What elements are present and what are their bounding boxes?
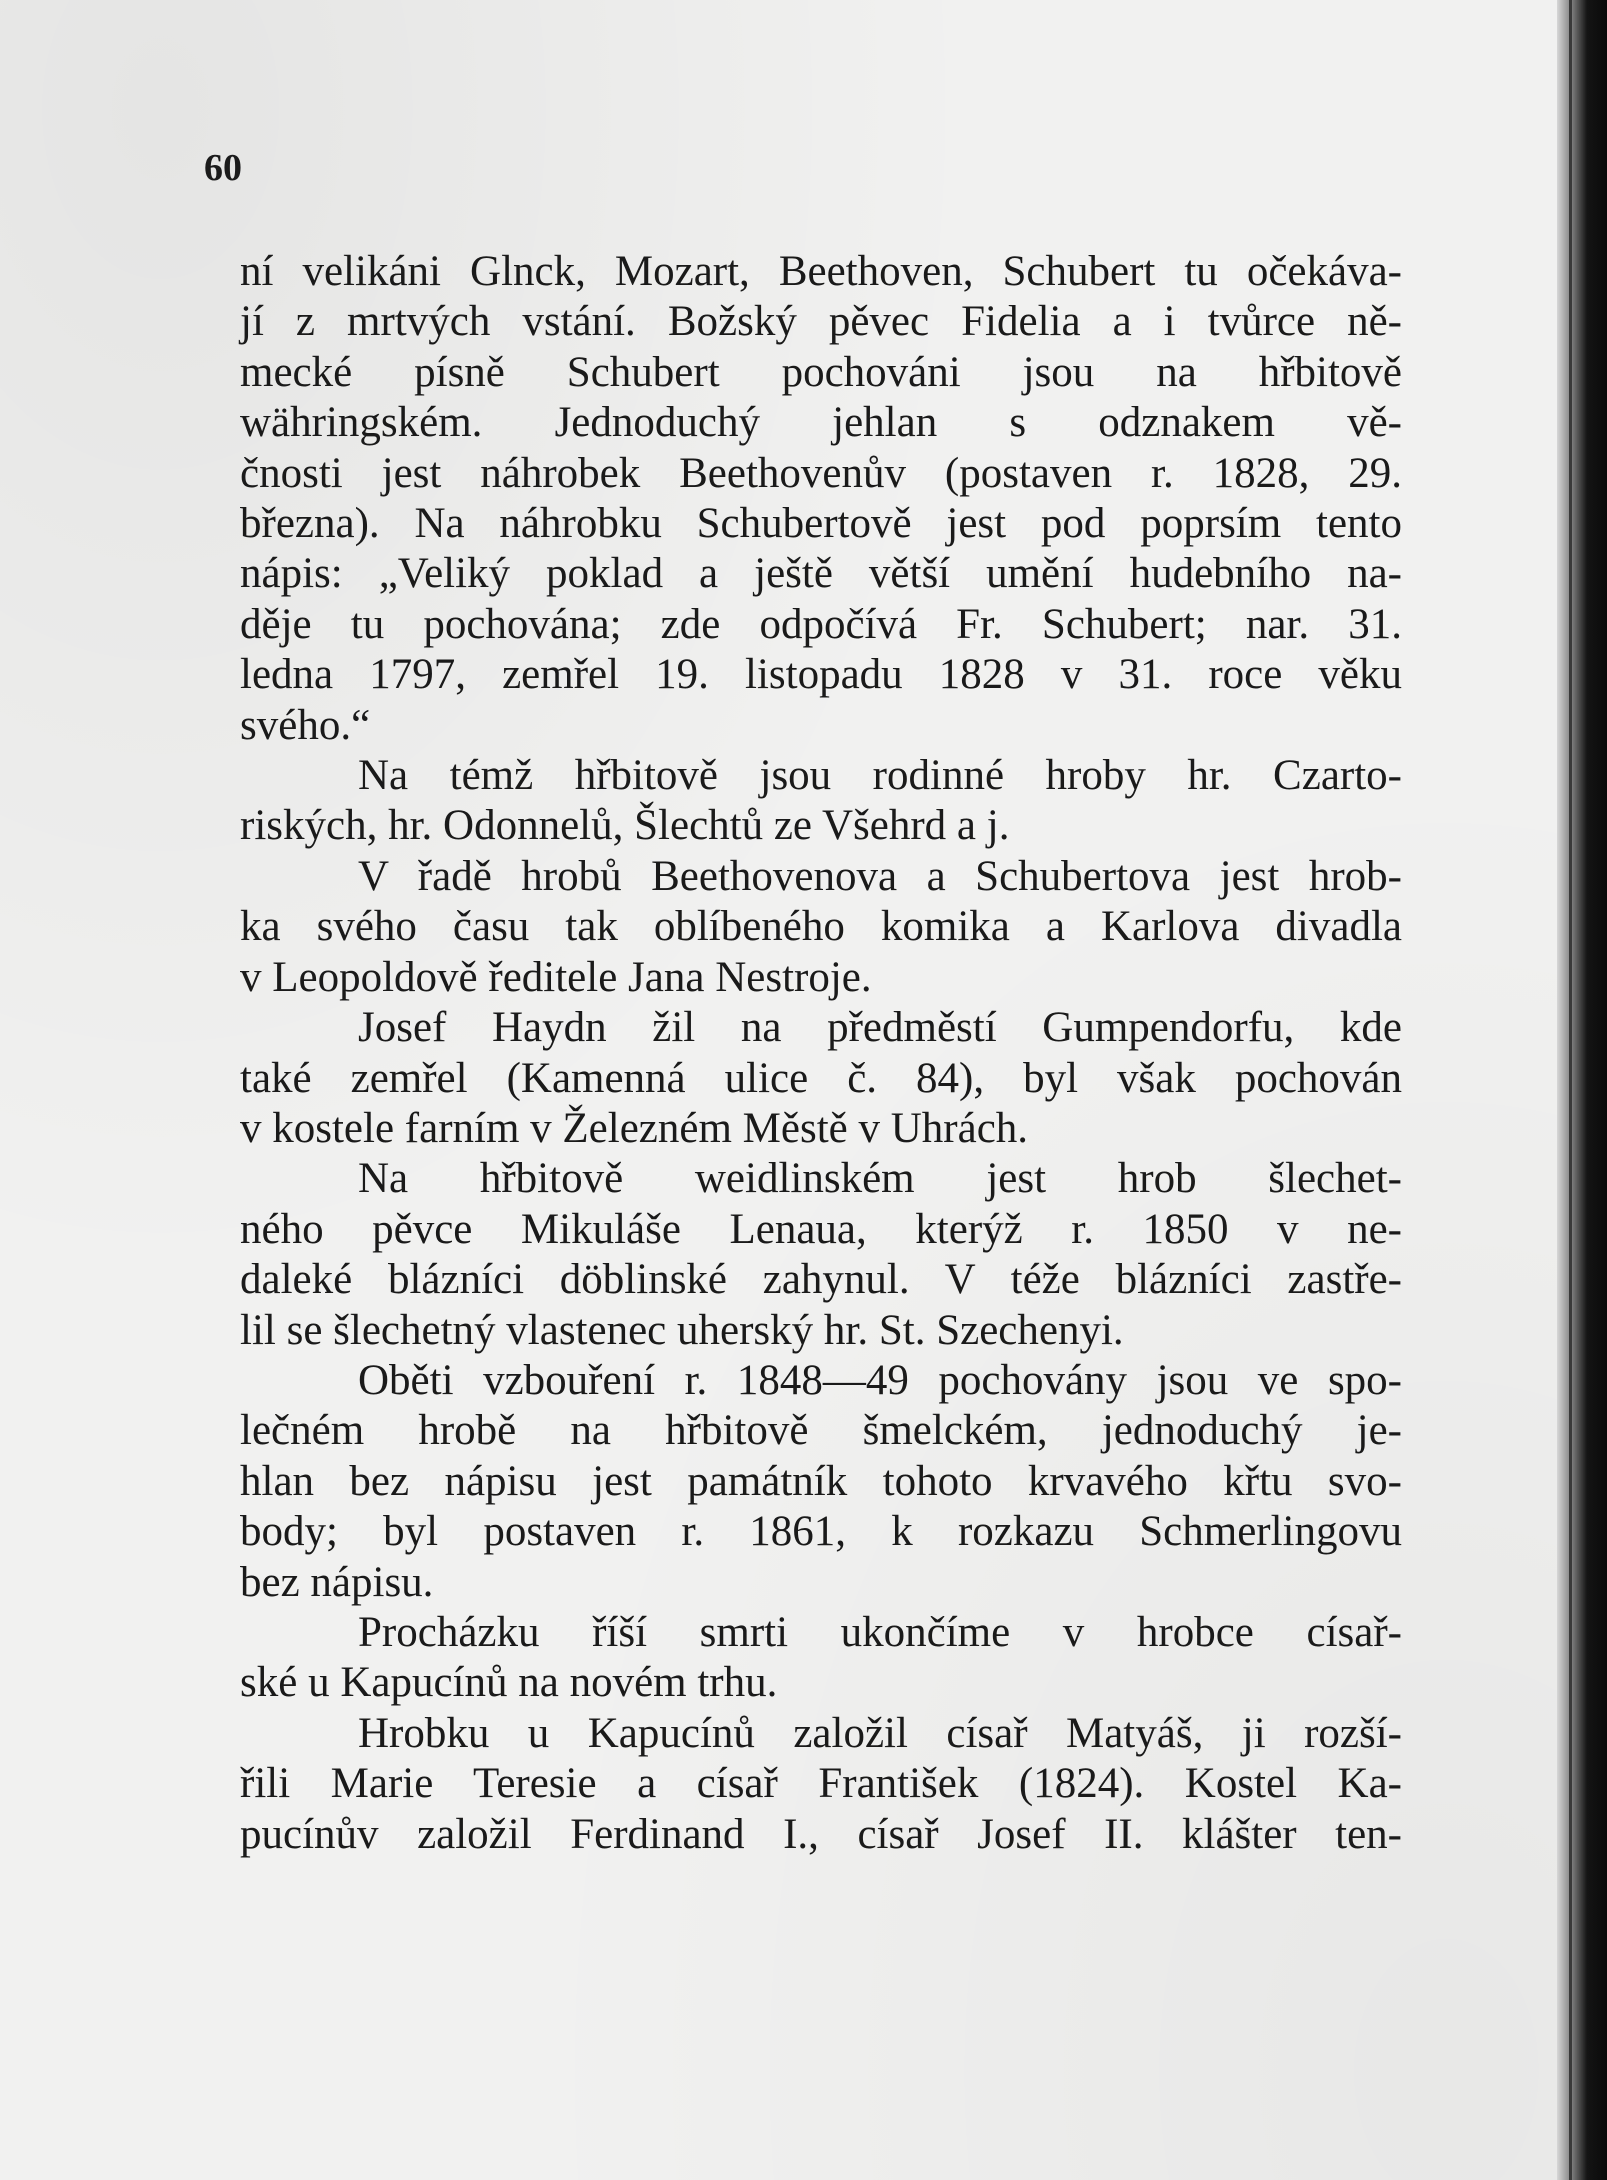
body-text (240, 247, 1402, 1860)
text-line: ní velikáni Glnck, Mozart, Beethoven, Schubert tu očekáva- (240, 248, 1402, 295)
text-line: Oběti vzbouření r. 1848—49 pochovány jsou ve spo- (358, 1356, 1402, 1404)
text-line: děje tu pochována; zde odpočívá Fr. Schubert; nar. 31. (240, 600, 1402, 648)
text-line: března). Na náhrobku Schubertově jest pod poprsím tento (240, 500, 1402, 548)
text-line: ské u Kapucínů na novém trhu. (240, 1659, 778, 1707)
text-line: také zemřel (Kamenná ulice č. 84), byl však pochován (240, 1054, 1402, 1102)
text-line: svého.“ (240, 701, 371, 749)
text-line: bez nápisu. (240, 1558, 434, 1606)
text-line: v kostele farním v Železném Městě v Uhrách. (240, 1104, 1029, 1152)
text-line: řili Marie Teresie a císař František (1824). Kostel Ka- (240, 1760, 1402, 1808)
text-line: riských, hr. Odonnelů, Šlechtů ze Všehrd a j. (240, 802, 1010, 850)
text-line: währingském. Jednoduchý jehlan s odznakem vě- (240, 399, 1402, 447)
page-number: 60 (204, 147, 242, 189)
text-line: body; byl postaven r. 1861, k rozkazu Schmerlingovu (240, 1508, 1402, 1556)
text-line: jí z mrtvých vstání. Božský pěvec Fidelia a i tvůrce ně- (240, 298, 1402, 346)
text-line: Na témž hřbitově jsou rodinné hroby hr. Czarto- (358, 752, 1402, 800)
text-line: čnosti jest náhrobek Beethovenův (postaven r. 1828, 29. (240, 449, 1402, 497)
text-line: daleké blázníci döblinské zahynul. V téže blázníci zastře- (240, 1256, 1402, 1304)
page-edge-shadow (1557, 0, 1607, 2180)
text-line: hlan bez nápisu jest památník tohoto krvavého křtu svo- (240, 1457, 1402, 1505)
text-line: Josef Haydn žil na předměstí Gumpendorfu, kde (358, 1004, 1402, 1052)
text-line: nápis: „Veliký poklad a ještě větší umění hudebního na- (240, 550, 1402, 598)
text-line: Procházku říší smrti ukončíme v hrobce císař- (358, 1608, 1402, 1656)
text-line: ného pěvce Mikuláše Lenaua, kterýž r. 1850 v ne- (240, 1205, 1402, 1253)
text-line: Na hřbitově weidlinském jest hrob šlechet- (358, 1155, 1402, 1203)
text-line: v Leopoldově ředitele Jana Nestroje. (240, 953, 872, 1001)
text-line: V řadě hrobů Beethovenova a Schubertova jest hrob- (358, 852, 1402, 900)
text-line: lečném hrobě na hřbitově šmelckém, jednoduchý je- (240, 1407, 1402, 1455)
text-line: ledna 1797, zemřel 19. listopadu 1828 v 31. roce věku (240, 651, 1402, 699)
text-line: lil se šlechetný vlastenec uherský hr. St. Szechenyi. (240, 1306, 1124, 1354)
text-line: ka svého času tak oblíbeného komika a Karlova divadla (240, 903, 1402, 951)
text-line: Hrobku u Kapucínů založil císař Matyáš, ji rozší- (358, 1709, 1402, 1757)
text-line: mecké písně Schubert pochováni jsou na hřbitově (240, 348, 1402, 396)
text-line: pucínův založil Ferdinand I., císař Josef II. klášter ten- (240, 1810, 1402, 1858)
